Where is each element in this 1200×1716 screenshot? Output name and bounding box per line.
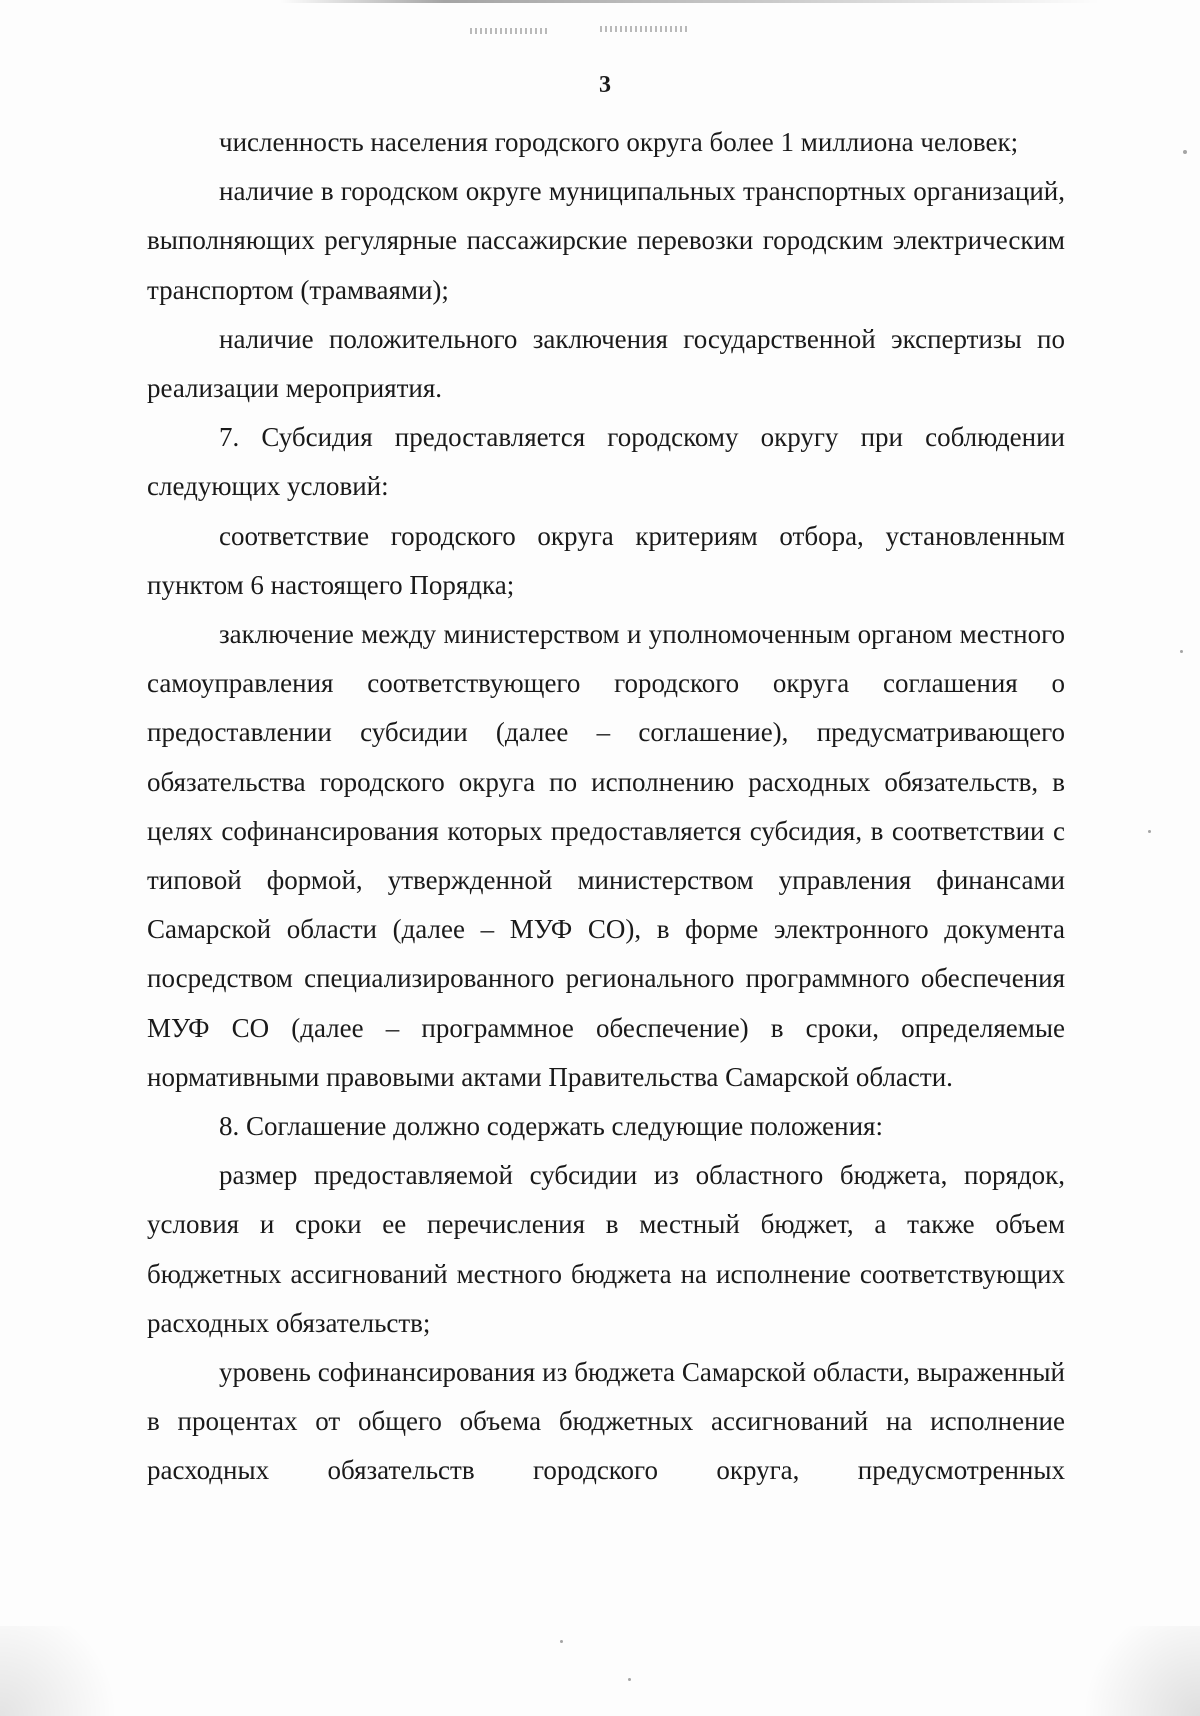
paragraph: 7. Субсидия предоставляется городскому округу при соблюдении следующих условий: <box>147 422 1065 502</box>
scan-speck <box>628 1678 631 1681</box>
scan-corner-shadow <box>0 1626 140 1716</box>
document-body <box>147 118 1065 1496</box>
paragraph: уровень софинансирования из бюджета Самарской области, выраженный в процентах от общего объема бюджетных ассигнований на исполнение расходных обязательств городского округа, предусмотренных <box>147 1357 1065 1486</box>
paragraph: наличие положительного заключения государственной экспертизы по реализации мероприятия. <box>147 323 1065 404</box>
scan-edge-artifact <box>280 0 1100 3</box>
paragraph: 8. Соглашение должно содержать следующие положения: <box>219 1111 883 1142</box>
scan-smudge <box>470 28 550 34</box>
paragraph: размер предоставляемой субсидии из областного бюджета, порядок, условия и сроки ее перечисления в местный бюджет, а также объем бюджетных ассигнований местного бюджета на исполнение соответствующих расходных обязательств; <box>147 1160 1065 1338</box>
scan-corner-shadow <box>1060 1626 1200 1716</box>
paragraph: численность населения городского округа более 1 миллиона человек; <box>219 127 1019 157</box>
scan-speck <box>1183 150 1187 154</box>
scan-speck <box>1180 650 1183 653</box>
scan-speck <box>1148 830 1151 833</box>
paragraph: заключение между министерством и уполномоченным органом местного самоуправления соответствующего городского округа соглашения о предоставлении субсидии (далее – соглашение), предусматривающего обязательства городского округа по исполнению расходных обязательств, в целях софинансирования которых предоставляется субсидия, в соответствии с типовой формой, утвержденной министерством управления финансами Самарской области (далее – МУФ СО), в форме электронного документа посредством специализированного регионального программного обеспечения МУФ СО (далее – программное обеспечение) в сроки, определяемые нормативными правовыми актами Правительства Самарской области. <box>147 619 1065 1092</box>
paragraph: соответствие городского округа критериям отбора, установленным пунктом 6 настоящего Порядка; <box>147 520 1065 600</box>
page-number: 3 <box>599 72 611 98</box>
scan-speck <box>560 1640 563 1643</box>
scan-smudge <box>600 26 690 32</box>
paragraph: наличие в городском округе муниципальных транспортных организаций, выполняющих регулярные пассажирские перевозки городским электрическим транспортом (трамваями); <box>147 176 1065 305</box>
